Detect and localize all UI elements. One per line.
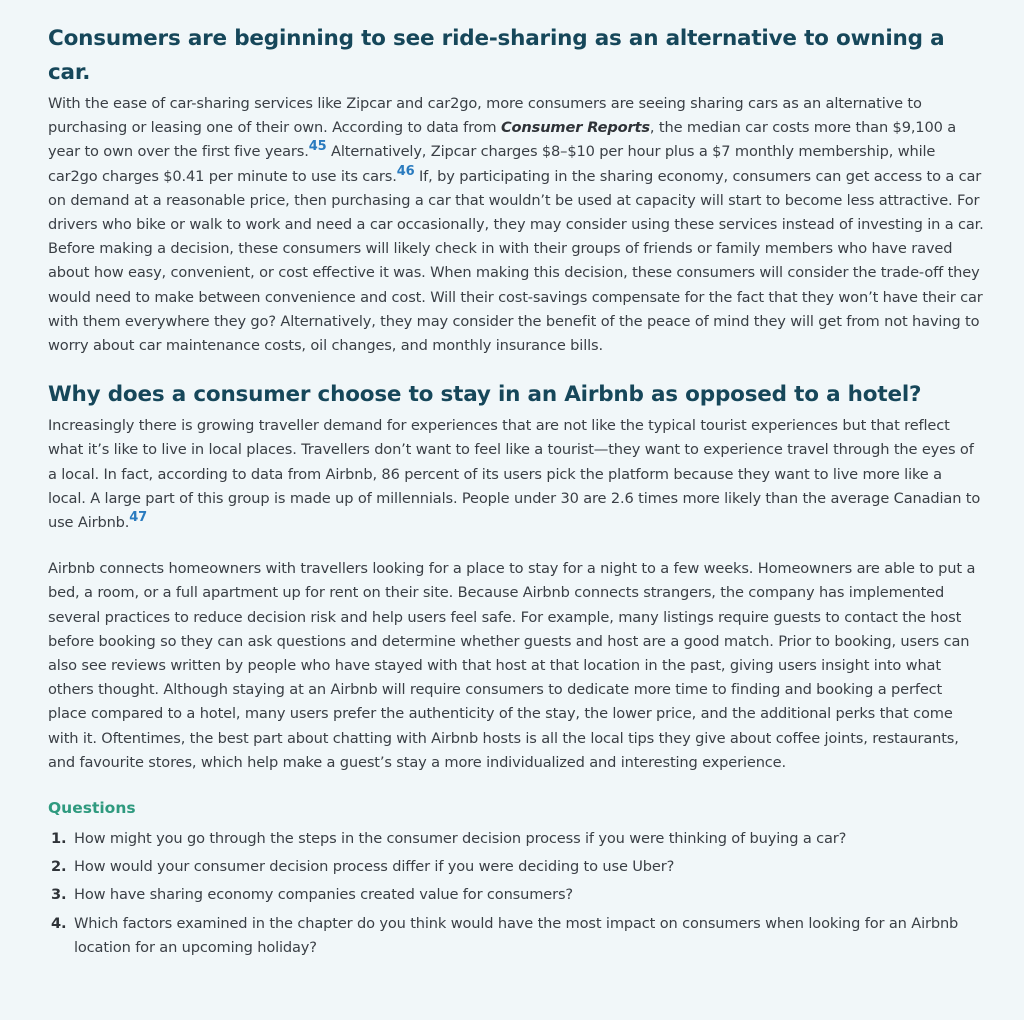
question-number: 1. [51,830,67,848]
questions-section [48,795,984,960]
paragraph-text: Increasingly there is growing traveller demand for experiences that are not like the typical tourist experiences but that reflect what it’s like to live in local places. Travellers don’t want to feel like a tourist—they want to experience travel through the eyes of a local. In fact, according to data from Airbnb, 86 percent of its users pick the platform because they want to live more like a local. A large part of this group is made up of millennials. People under 30 are 2.6 times more likely than the average Canadian to use Airbnb. [48,417,981,532]
question-item [48,855,984,879]
question-item [48,883,984,907]
questions-heading: Questions [48,799,136,818]
question-item [48,912,984,960]
question-text: How would your consumer decision process differ if you were deciding to use Uber? [74,858,675,876]
body-paragraph: Airbnb connects homeowners with travellers looking for a place to stay for a night to a few weeks. Homeowners are able to put a bed, a room, or a full apartment up for rent on their site. Because Airbnb connects strangers, the company has implemented several practices to reduce decision risk and help users feel safe. For example, many listings require guests to contact the host before booking so they can ask questions and determine whether guests and host are a good match. Prior to booking, users can also see reviews written by people who have stayed with that host at that location in the past, giving users insight into what others thought. Although staying at an Airbnb will require consumers to dedicate more time to finding and booking a perfect place compared to a hotel, many users prefer the authenticity of the stay, the lower price, and the additional perks that come with it. Oftentimes, the best part about chatting with Airbnb hosts is all the local tips they give about coffee joints, restaurants, and favourite stores, which help make a guest’s stay a more individualized and interesting experience. [48,560,976,771]
body-paragraph [48,92,984,358]
paragraph-text: Alternatively, Zipcar charges $8–$10 per hour plus a $7 monthly membership, while car2go charges $0.41 per minute to use its cars. [48,143,936,185]
footnote-ref[interactable]: 45 [308,139,327,155]
section-ride-sharing [48,22,984,358]
question-text: Which factors examined in the chapter do you think would have the most impact on consumers when looking for an Airbnb location for an upcoming holiday? [74,914,959,956]
footnote-ref[interactable]: 47 [129,510,148,526]
section-heading: Why does a consumer choose to stay in an Airbnb as opposed to a hotel? [48,382,922,408]
paragraph-text: , the median car costs more than $9,100 a year to own over the first five years. [48,119,956,161]
section-airbnb [48,378,984,775]
paragraph-text: With the ease of car-sharing services like Zipcar and car2go, more consumers are seeing sharing cars as an alternative to purchasing or leasing one of their own. According to data from [48,95,922,137]
footnote-ref[interactable]: 46 [396,163,415,179]
questions-list [48,827,984,960]
question-text: How might you go through the steps in the consumer decision process if you were thinking of buying a car? [74,830,847,848]
body-paragraph [48,414,984,535]
paragraph-text: If, by participating in the sharing economy, consumers can get access to a car on demand at a reasonable price, then purchasing a car that wouldn’t be used at capacity will start to become less attractive. For drivers who bike or walk to work and need a car occasionally, they may consider using these services instead of investing in a car. Before making a decision, these consumers will likely check in with their groups of friends or family members who have raved about how easy, convenient, or cost effective it was. When making this decision, these consumers will consider the trade-off they would need to make between convenience and cost. Will their cost-savings compensate for the fact that they won’t have their car with them everywhere they go? Alternatively, they may consider the benefit of the peace of mind they will get from not having to worry about car maintenance costs, oil changes, and monthly insurance bills. [48,167,984,355]
question-number: 4. [51,914,67,932]
question-item [48,827,984,851]
source-citation: Consumer Reports [500,119,650,137]
question-number: 2. [51,858,67,876]
question-text: How have sharing economy companies created value for consumers? [74,886,574,904]
section-heading: Consumers are beginning to see ride-sharing as an alternative to owning a car. [48,26,945,85]
question-number: 3. [51,886,67,904]
